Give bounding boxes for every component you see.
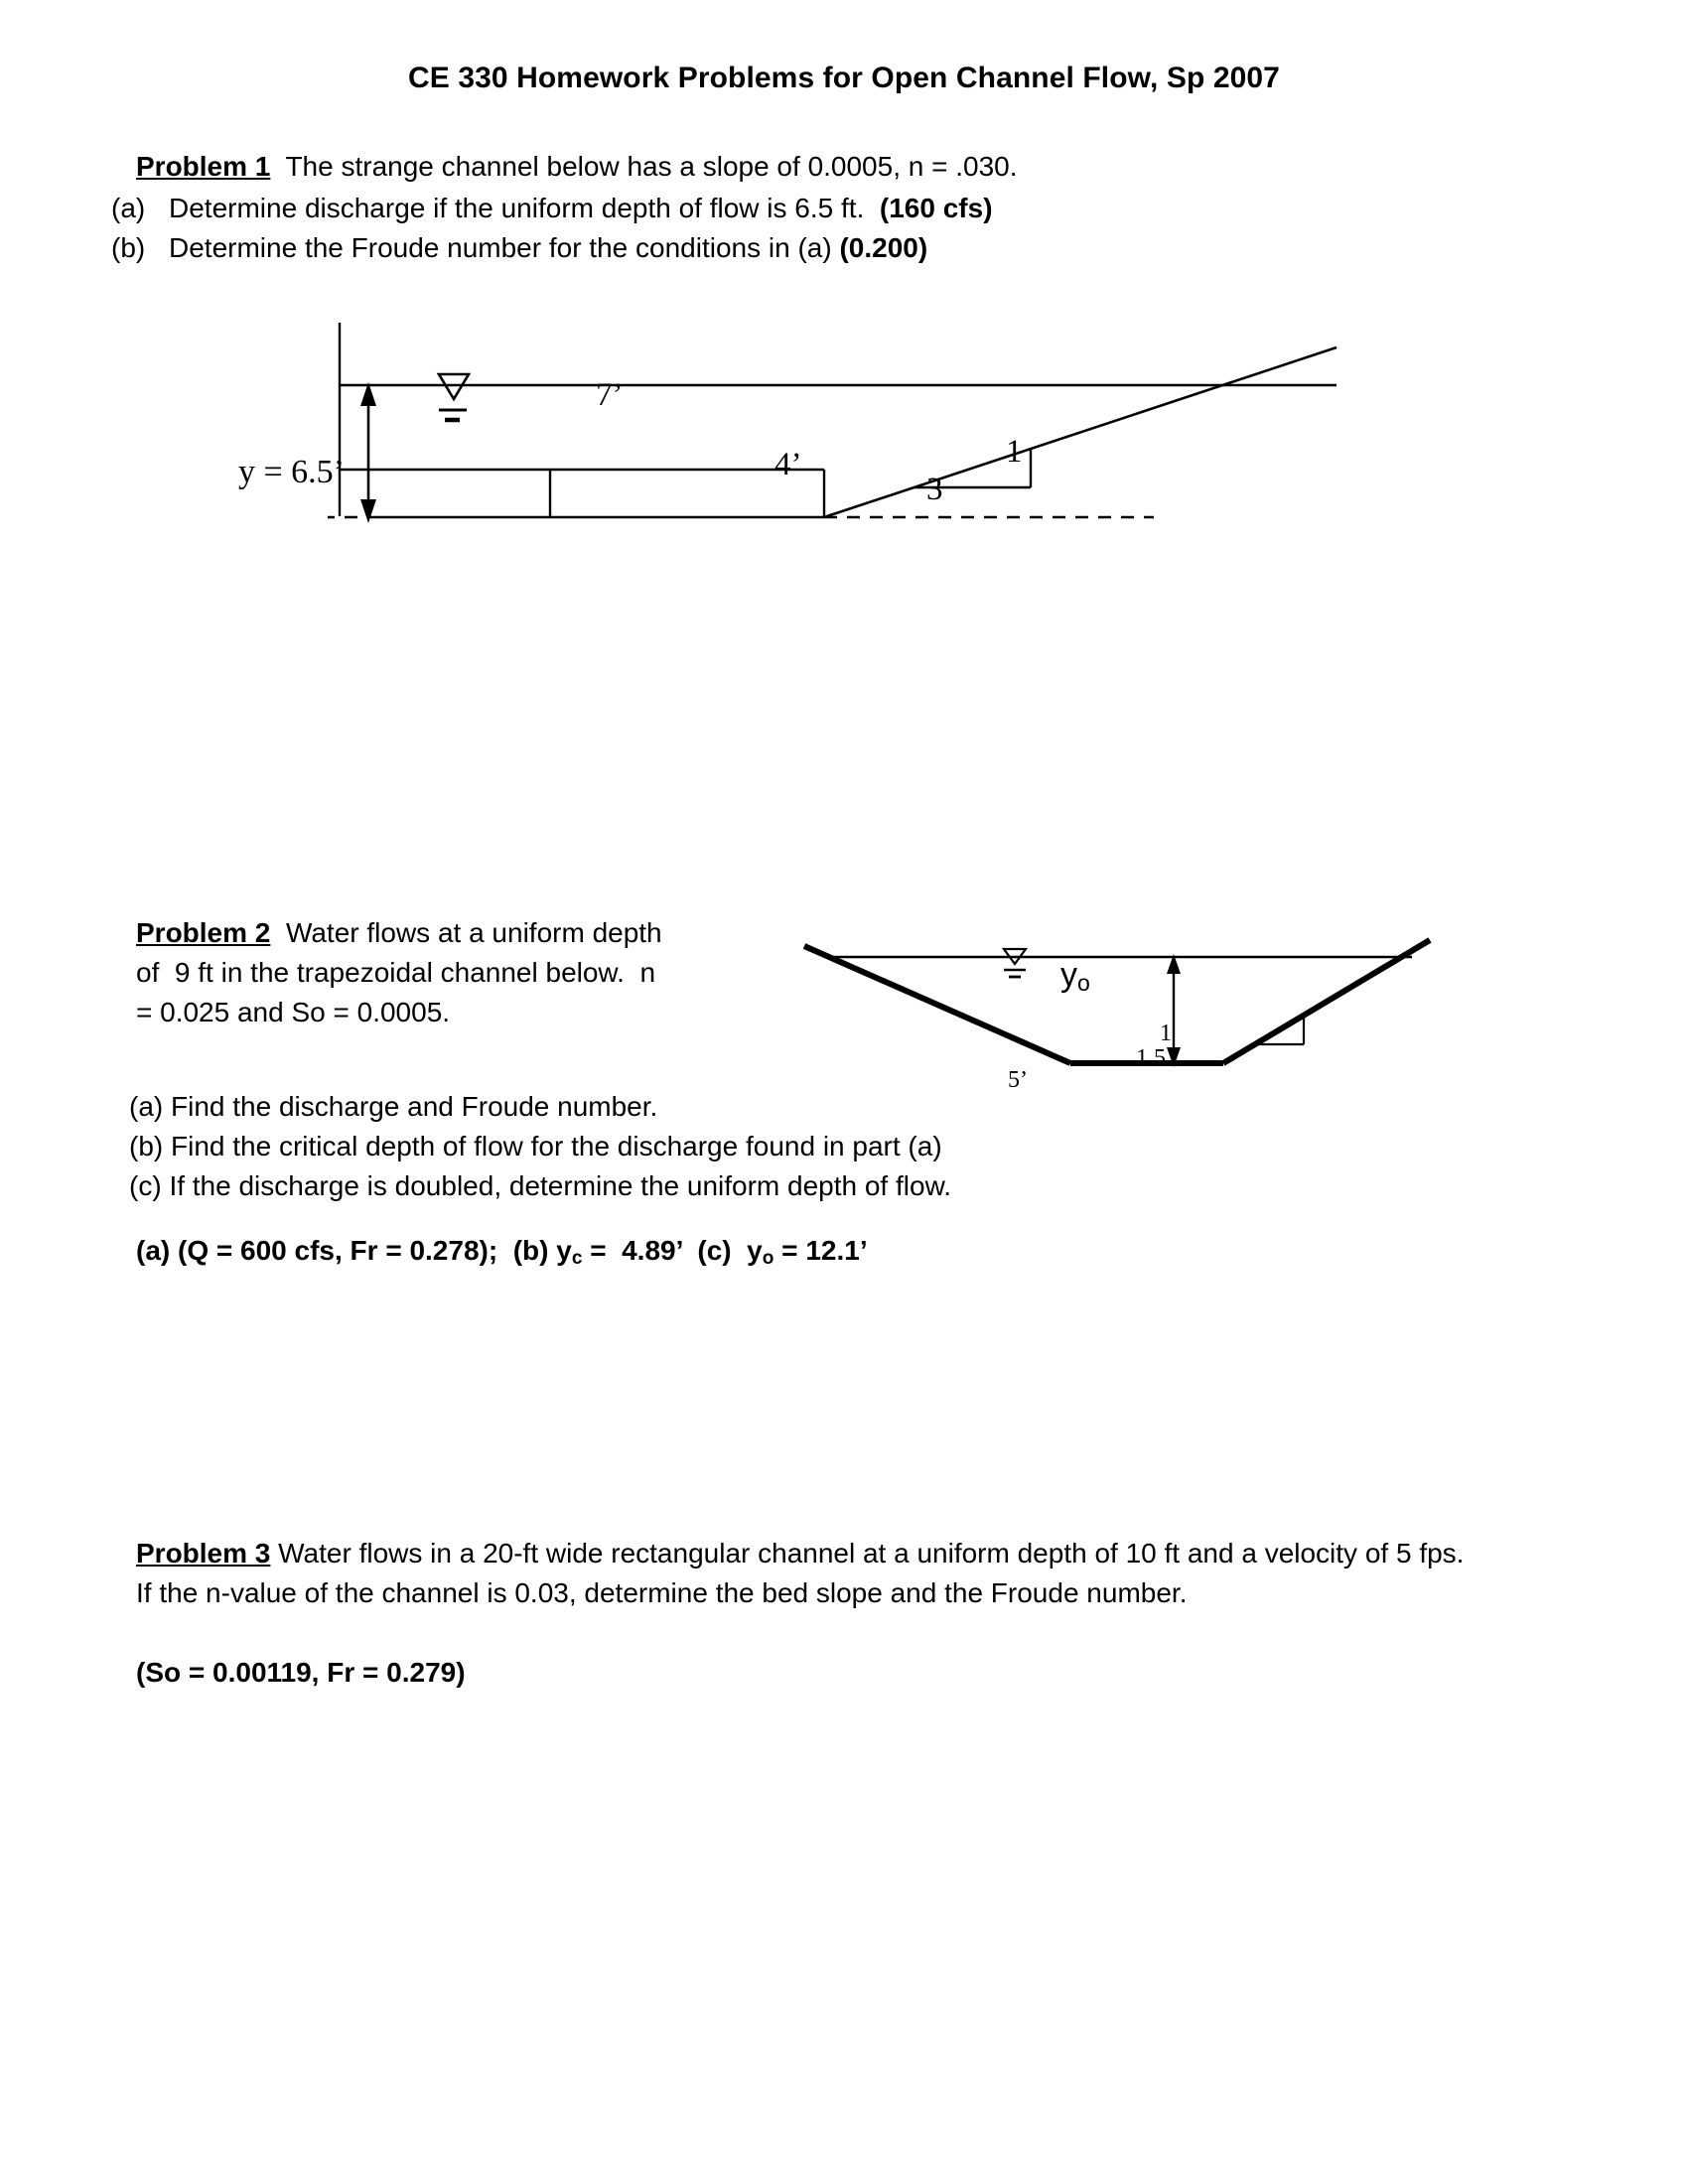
problem-2-trapezoid-diagram (794, 908, 1440, 1107)
problem-1-item-a-text: Determine discharge if the uniform depth of flow is 6.5 ft. (169, 193, 880, 223)
problem-1-item-a-marker: (a) (111, 193, 146, 223)
problem-2-item-c-text: If the discharge is doubled, determine the uniform depth of flow. (169, 1170, 952, 1201)
problem-1-label: Problem 1 (136, 151, 271, 182)
right-bank-line (1223, 940, 1430, 1063)
problem-2-bottom-width-label: 5’ (1008, 1067, 1028, 1093)
depth-dimension-arrow (360, 382, 376, 523)
problem-1-figure (238, 323, 1450, 561)
problem-2-slope-vertical-label: 1 (1160, 1021, 1172, 1046)
problem-2-answer-part-2: = 4.89’ (c) y (582, 1235, 763, 1266)
problem-1-bench-width-label: 7’ (596, 377, 624, 413)
problem-2-answer-sub-c: c (571, 1248, 583, 1270)
problem-3-answer: (So = 0.00119, Fr = 0.279) (136, 1657, 466, 1688)
problem-1-slope-vertical-label: 1 (1006, 434, 1023, 470)
problem-2-answer-part-3: = 12.1’ (774, 1235, 868, 1266)
page-title: CE 330 Homework Problems for Open Channel Flow, Sp 2007 (408, 62, 1280, 94)
problem-1-item-a (111, 189, 993, 228)
problem-1-item-b (111, 228, 927, 268)
problem-2-slope-horizontal-label: 1.5 (1136, 1045, 1166, 1071)
problem-2-label: Problem 2 (136, 917, 271, 948)
problem-1-item-a-answer: (160 cfs) (879, 193, 993, 223)
problem-1-bench-height-label: 4’ (774, 447, 802, 482)
problem-2-heading (136, 913, 772, 1032)
problem-2-depth-label-subscript: o (1077, 970, 1090, 997)
sloped-bank-line (824, 347, 1336, 517)
problem-3-heading (136, 1534, 1467, 1613)
problem-2-item-a-marker: (a) (129, 1091, 164, 1122)
problem-2-statement-line-2: of 9 ft in the trapezoidal channel below. n (136, 957, 656, 988)
problem-3-label: Problem 3 (136, 1538, 271, 1569)
problem-2-depth-label (1060, 956, 1090, 997)
problem-2-item-c-marker: (c) (129, 1170, 162, 1201)
problem-1-channel-diagram (328, 323, 1450, 561)
problem-2-answer (136, 1231, 868, 1279)
problem-1-item-b-text: Determine the Froude number for the conditions in (a) (169, 232, 840, 263)
problem-1-item-b-marker: (b) (111, 232, 146, 263)
problem-2-answer-part-1: (a) (Q = 600 cfs, Fr = 0.278); (b) y (136, 1235, 572, 1266)
problem-2-item-b-text: Find the critical depth of flow for the discharge found in part (a) (171, 1131, 942, 1161)
left-bank-line (804, 946, 1070, 1063)
depth-dimension-arrow (1167, 954, 1181, 1067)
problem-1-heading (136, 147, 1018, 187)
problem-1-statement: The strange channel below has a slope of 0.0005, n = .030. (270, 151, 1018, 182)
water-surface-symbol (1004, 949, 1026, 977)
problem-2-depth-label-text: y (1060, 956, 1077, 994)
problem-1-slope-horizontal-label: 3 (926, 472, 943, 507)
water-surface-symbol (439, 374, 469, 420)
problem-2-item-b-marker: (b) (129, 1131, 164, 1161)
problem-2-statement-line-3: = 0.025 and So = 0.0005. (136, 997, 451, 1027)
problem-1-item-b-answer: (0.200) (839, 232, 928, 263)
problem-2-item-a-text: Find the discharge and Froude number. (171, 1091, 658, 1122)
problem-2-figure (794, 908, 1440, 1107)
problem-2-statement-line-1: Water flows at a uniform depth (270, 917, 662, 948)
problem-1-depth-label: y = 6.5’ (238, 454, 345, 490)
problem-3-statement: Water flows in a 20-ft wide rectangular channel at a uniform depth of 10 ft and a velocity of 5 fps. If the n-value of the channel is 0.03, determine the bed slope and the Froude number. (136, 1538, 1465, 1608)
problem-2-answer-sub-o: o (762, 1248, 774, 1270)
